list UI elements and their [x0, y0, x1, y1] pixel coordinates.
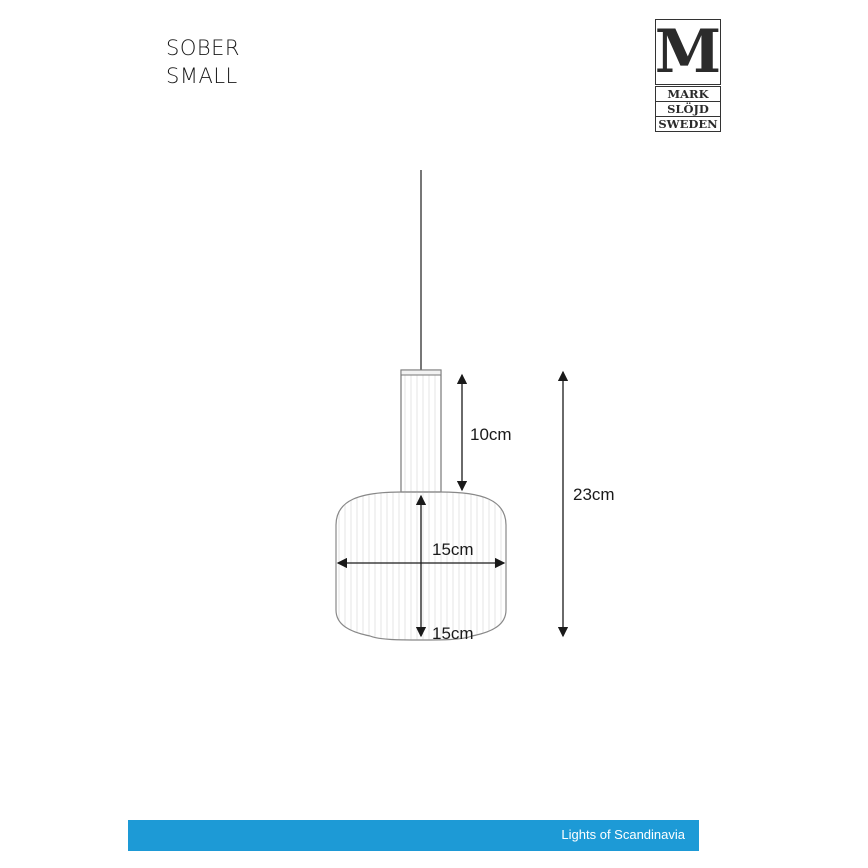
label-total-height: 23cm — [573, 485, 615, 504]
label-cylinder-height: 10cm — [470, 425, 512, 444]
product-name: SOBER — [166, 36, 240, 60]
logo-word-mark: MARK — [655, 86, 721, 102]
logo-word-slojd: SLÖJD — [655, 102, 721, 117]
footer-tagline: Lights of Scandinavia — [561, 827, 685, 842]
lamp-cylinder-cap — [401, 370, 441, 375]
logo-word-sweden: SWEDEN — [655, 117, 721, 132]
label-shade-width: 15cm — [432, 540, 474, 559]
product-variant: SMALL — [166, 64, 238, 88]
lamp-cylinder — [401, 370, 441, 492]
footer-bar — [128, 820, 699, 851]
logo-initial: M — [654, 17, 722, 87]
label-glass-height: 15cm — [432, 624, 474, 643]
